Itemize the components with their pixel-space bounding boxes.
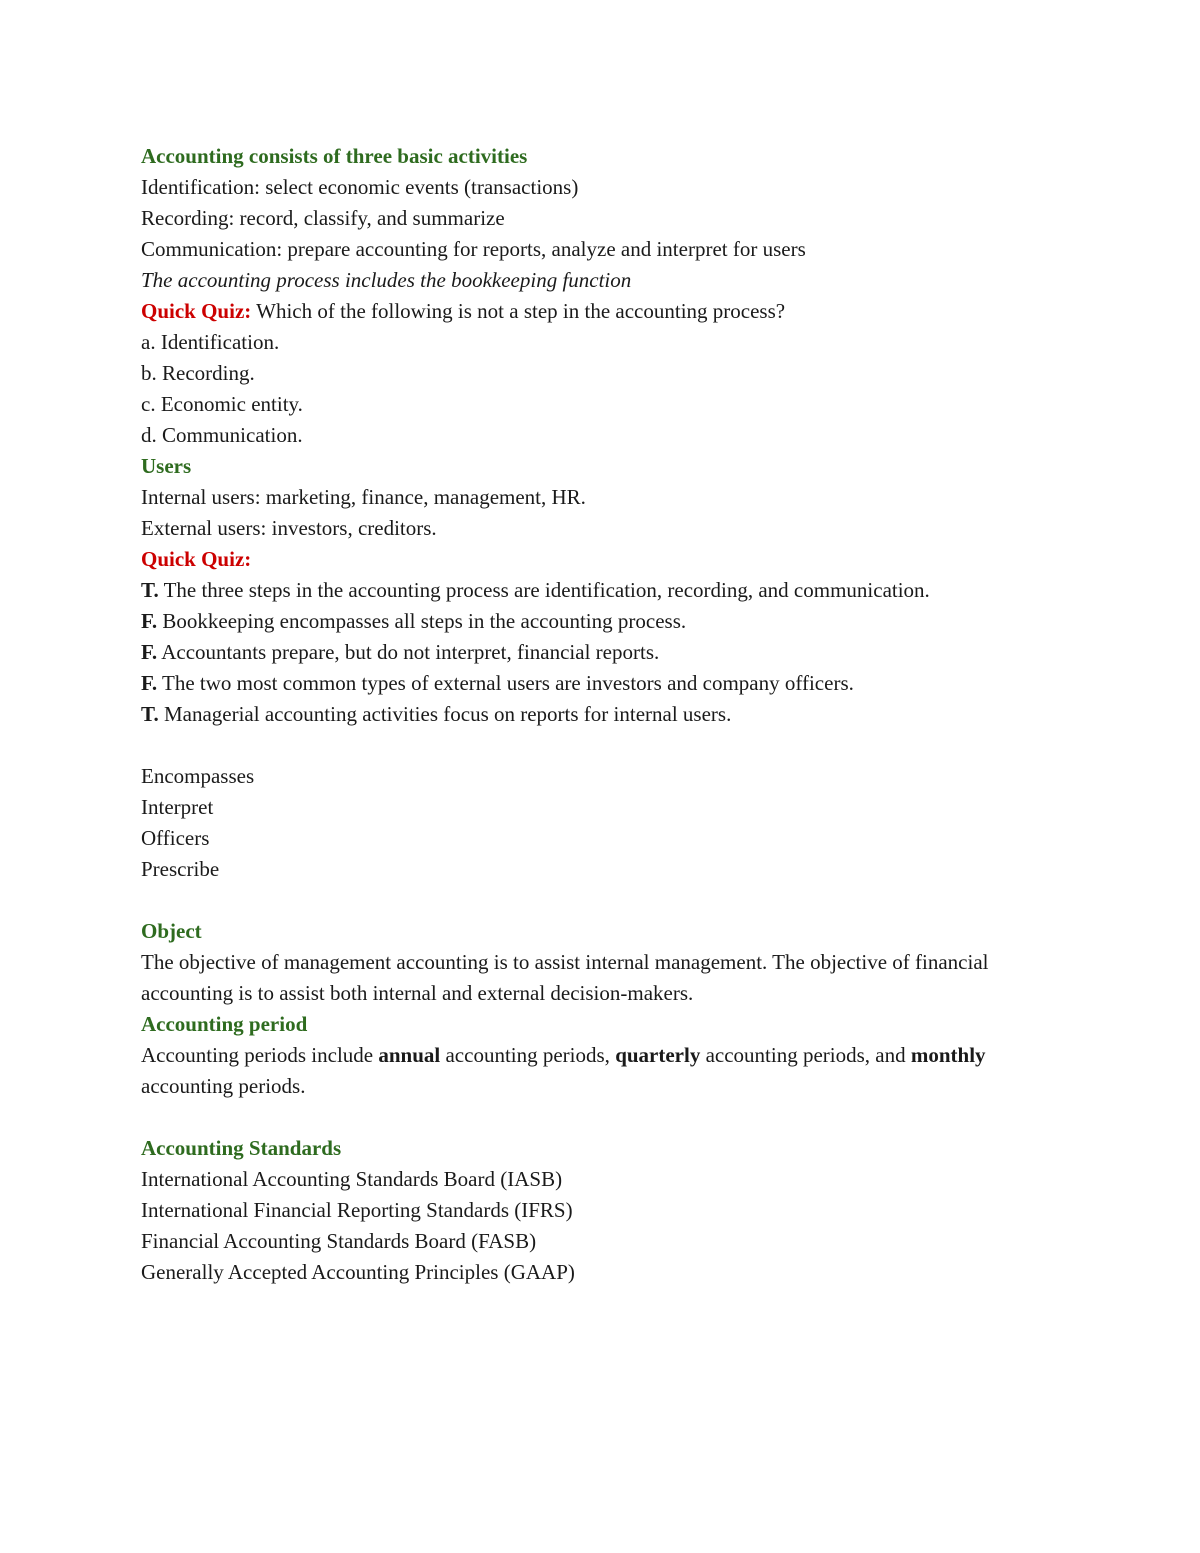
period-text: accounting periods,	[440, 1043, 616, 1067]
period-bold-quarterly: quarterly	[615, 1043, 701, 1067]
quick-quiz-label: Quick Quiz:	[141, 547, 252, 571]
tf-mark: F.	[141, 640, 158, 664]
period-bold-annual: annual	[378, 1043, 441, 1067]
tf-text: Bookkeeping encompasses all steps in the accounting process.	[157, 609, 687, 633]
document-body	[141, 141, 1081, 1288]
text-line: Communication: prepare accounting for reports, analyze and interpret for users	[141, 237, 806, 261]
text-line: Internal users: marketing, finance, management, HR.	[141, 485, 586, 509]
section-heading-activities: Accounting consists of three basic activities	[141, 144, 528, 168]
object-paragraph: The objective of management accounting is to assist internal management. The objective of financial accounting is to assist both internal and external decision-makers.	[141, 950, 989, 1005]
blank-line	[141, 1102, 1081, 1133]
quiz-option: c. Economic entity.	[141, 392, 303, 416]
true-false-item	[141, 699, 1081, 730]
period-text: accounting periods, and	[700, 1043, 911, 1067]
text-line: External users: investors, creditors.	[141, 516, 437, 540]
true-false-item	[141, 668, 1081, 699]
true-false-item	[141, 637, 1081, 668]
section-heading-object: Object	[141, 919, 202, 943]
tf-text: Accountants prepare, but do not interpret, financial reports.	[157, 640, 660, 664]
tf-text: The three steps in the accounting process are identification, recording, and communication.	[158, 578, 930, 602]
text-line: Recording: record, classify, and summarize	[141, 206, 505, 230]
standard-item: Generally Accepted Accounting Principles (GAAP)	[141, 1260, 575, 1284]
standard-item: Financial Accounting Standards Board (FASB)	[141, 1229, 537, 1253]
true-false-item	[141, 575, 1081, 606]
tf-mark: T.	[141, 702, 159, 726]
quiz-option: b. Recording.	[141, 361, 255, 385]
period-bold-monthly: monthly	[910, 1043, 986, 1067]
section-heading-period: Accounting period	[141, 1012, 308, 1036]
blank-line	[141, 885, 1081, 916]
true-false-item	[141, 606, 1081, 637]
blank-line	[141, 730, 1081, 761]
standard-item: International Accounting Standards Board (IASB)	[141, 1167, 563, 1191]
tf-mark: F.	[141, 671, 158, 695]
text-line: Identification: select economic events (transactions)	[141, 175, 579, 199]
section-heading-standards: Accounting Standards	[141, 1136, 342, 1160]
quiz-option: a. Identification.	[141, 330, 280, 354]
tf-mark: T.	[141, 578, 159, 602]
standard-item: International Financial Reporting Standards (IFRS)	[141, 1198, 573, 1222]
tf-text: Managerial accounting activities focus on reports for internal users.	[158, 702, 732, 726]
italic-note: The accounting process includes the bookkeeping function	[141, 268, 632, 292]
quiz-question-text: Which of the following is not a step in the accounting process?	[251, 299, 786, 323]
period-text: Accounting periods include	[141, 1043, 379, 1067]
quick-quiz-label: Quick Quiz:	[141, 299, 252, 323]
quiz-question	[141, 296, 1081, 327]
vocab-word: Officers	[141, 826, 210, 850]
quiz-option: d. Communication.	[141, 423, 303, 447]
tf-text: The two most common types of external users are investors and company officers.	[157, 671, 854, 695]
vocab-word: Encompasses	[141, 764, 255, 788]
period-text: accounting periods.	[141, 1074, 306, 1098]
tf-mark: F.	[141, 609, 158, 633]
vocab-word: Prescribe	[141, 857, 220, 881]
period-paragraph	[141, 1040, 1081, 1102]
vocab-word: Interpret	[141, 795, 214, 819]
section-heading-users: Users	[141, 454, 192, 478]
